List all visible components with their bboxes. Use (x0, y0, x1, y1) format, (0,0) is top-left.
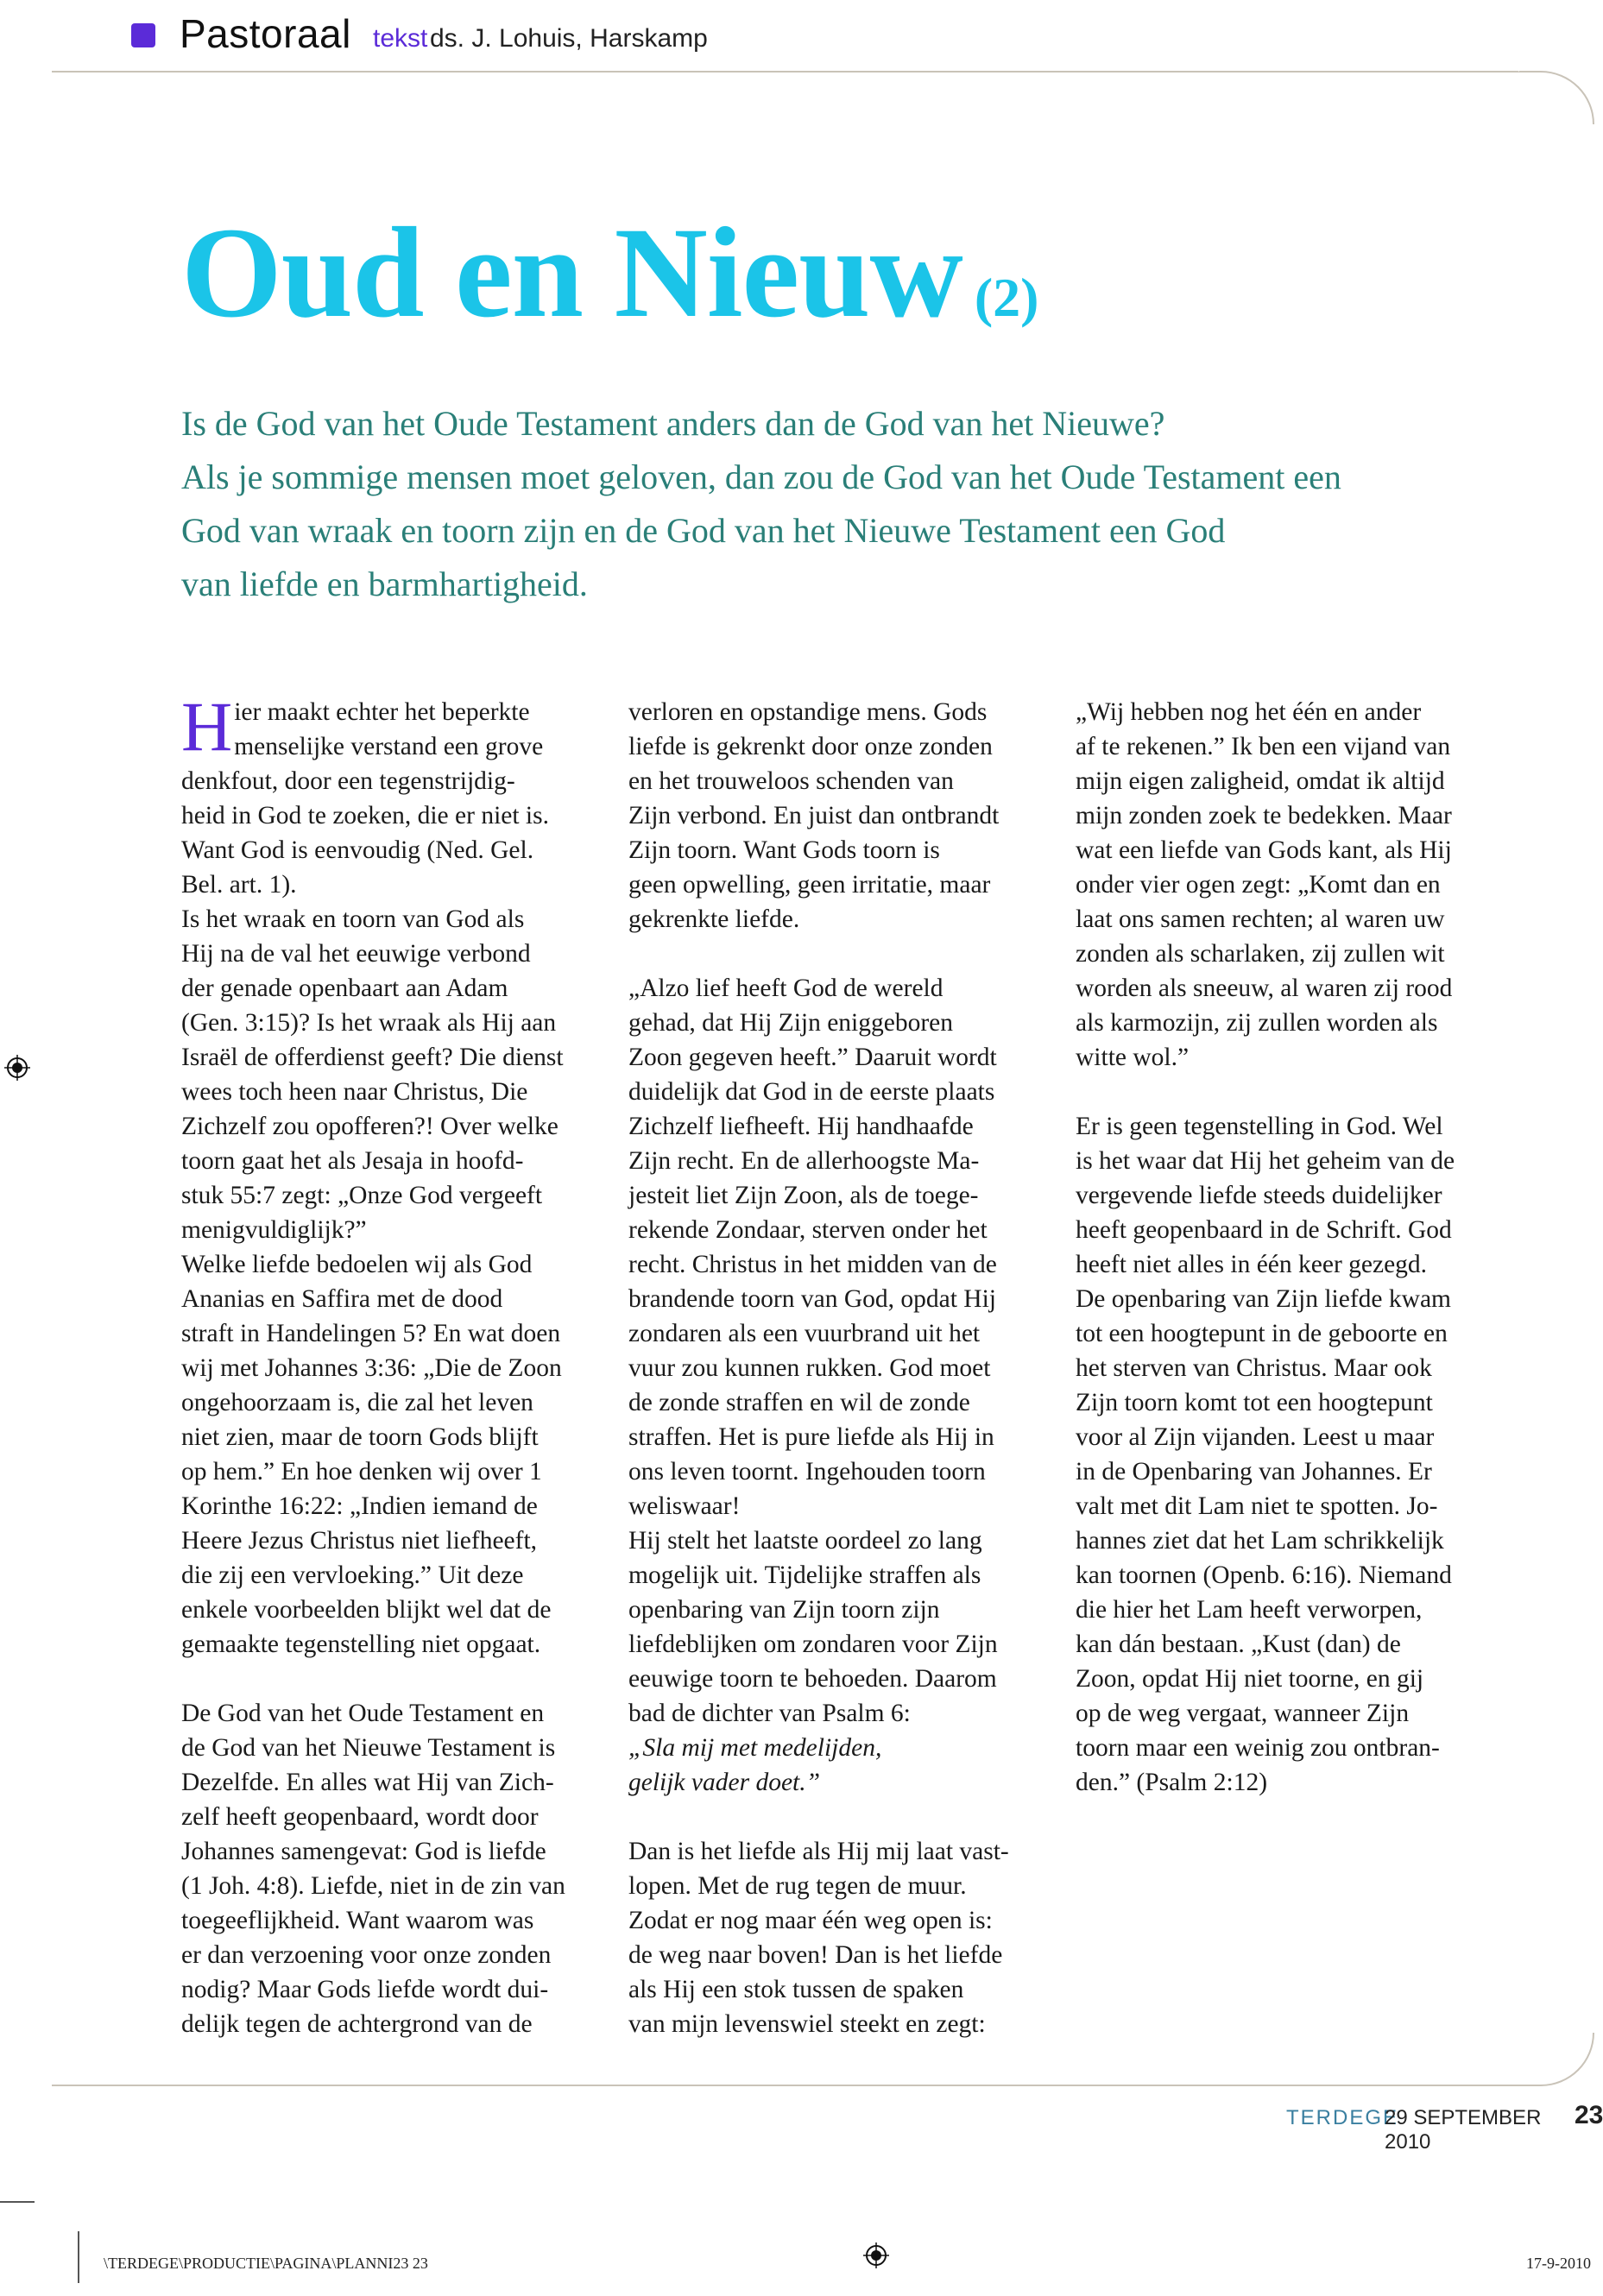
text-line: Want God is eenvoudig (Ned. Gel. (181, 836, 534, 864)
author-credit: ds. J. Lohuis, Harskamp (430, 24, 708, 53)
paragraph-gap (628, 1800, 1064, 1834)
text-line: enkele voorbeelden blijkt wel dat de (181, 1596, 552, 1624)
text-line: delijk tegen de achtergrond van de (181, 2010, 533, 2038)
text-line: gelijk vader doet.” (628, 1769, 821, 1796)
crop-mark (78, 2231, 79, 2283)
text-line: kan toornen (Openb. 6:16). Niemand (1076, 1561, 1452, 1589)
text-line: wees toch heen naar Christus, Die (181, 1078, 528, 1106)
text-line: Zijn verbond. En juist dan ontbrandt (628, 802, 1000, 829)
text-line: Zijn toorn. Want Gods toorn is (628, 836, 940, 864)
text-line: laat ons samen rechten; al waren uw (1076, 905, 1445, 933)
text-line: der genade openbaart aan Adam (181, 975, 508, 1002)
text-line: den.” (Psalm 2:12) (1076, 1769, 1268, 1796)
text-line: zondaren als een vuurbrand uit het (628, 1320, 981, 1347)
text-line: Dezelfde. En alles wat Hij van Zich- (181, 1769, 554, 1796)
text-line: als karmozijn, zij zullen worden als (1076, 1009, 1438, 1037)
text-line: Hij stelt het laatste oordeel zo lang (628, 1527, 982, 1555)
text-line: lopen. Met de rug tegen de muur. (628, 1872, 967, 1900)
text-line: Bel. art. 1). (181, 871, 297, 899)
top-divider (52, 71, 1519, 73)
text-line: Zijn toorn komt tot een hoogtepunt (1076, 1389, 1433, 1416)
text-line: Hij na de val het eeuwige verbond (181, 940, 531, 968)
top-divider-curve (1519, 71, 1594, 124)
text-line: Heere Jezus Christus niet liefheeft, (181, 1527, 538, 1555)
text-line: die hier het Lam heeft verworpen, (1076, 1596, 1423, 1624)
article-title-part: (2) (974, 267, 1039, 328)
text-line: bad de dichter van Psalm 6: (628, 1700, 911, 1727)
text-line: die zij een vervloeking.” Uit deze (181, 1561, 524, 1589)
text-line: menselijke verstand een grove (234, 733, 544, 760)
text-line: recht. Christus in het midden van de (628, 1251, 997, 1278)
text-line: zonden als scharlaken, zij zullen wit (1076, 940, 1445, 968)
text-line: denkfout, door een tegenstrijdig- (181, 767, 515, 795)
article-title-main: Oud en Nieuw (181, 201, 962, 344)
text-line: nodig? Maar Gods liefde wordt dui- (181, 1976, 549, 2003)
text-line: het sterven van Christus. Maar ook (1076, 1354, 1432, 1382)
text-line: Welke liefde bedoelen wij als God (181, 1251, 533, 1278)
text-line: af te rekenen.” Ik ben een vijand van (1076, 733, 1451, 760)
text-line: (Gen. 3:15)? Is het wraak als Hij aan (181, 1009, 557, 1037)
text-line: wat een liefde van Gods kant, als Hij (1076, 836, 1452, 864)
registration-mark-icon (4, 1055, 30, 1081)
text-line: Johannes samengevat: God is liefde (181, 1838, 546, 1865)
text-line: (1 Joh. 4:8). Liefde, niet in de zin van (181, 1872, 565, 1900)
text-line: brandende toorn van God, opdat Hij (628, 1285, 997, 1313)
text-line: niet zien, maar de toorn Gods blijft (181, 1423, 539, 1451)
text-line: voor al Zijn vijanden. Leest u maar (1076, 1423, 1435, 1451)
text-line: De openbaring van Zijn liefde kwam (1076, 1285, 1451, 1313)
registration-mark-icon (863, 2242, 889, 2268)
intro-line: Is de God van het Oude Testament anders dan de God van het Nieuwe? (181, 404, 1165, 443)
intro-line: Als je sommige mensen moet geloven, dan zou de God van het Oude Testament een (181, 457, 1341, 496)
page-number: 23 (1575, 2101, 1603, 2129)
text-line: op hem.” En hoe denken wij over 1 (181, 1458, 542, 1485)
text-line: in de Openbaring van Johannes. Er (1076, 1458, 1432, 1485)
text-line: heid in God te zoeken, die er niet is. (181, 802, 549, 829)
text-line: is het waar dat Hij het geheim van de (1076, 1147, 1455, 1175)
body-column-3 (1076, 695, 1511, 1800)
text-line: „Wij hebben nog het één en ander (1076, 698, 1422, 726)
text-line: vergevende liefde steeds duidelijker (1076, 1182, 1442, 1209)
text-line: openbaring van Zijn toorn zijn (628, 1596, 940, 1624)
body-column-2 (628, 695, 1064, 2041)
text-line: mijn zonden zoek te bedekken. Maar (1076, 802, 1452, 829)
body-column-1 (181, 687, 617, 2041)
text-line: Zijn recht. En de allerhoogste Ma- (628, 1147, 980, 1175)
text-line: gehad, dat Hij Zijn eniggeboren (628, 1009, 954, 1037)
text-line: ongehoorzaam is, die zal het leven (181, 1389, 533, 1416)
text-line: en het trouweloos schenden van (628, 767, 954, 795)
text-line: hannes ziet dat het Lam schrikkelijk (1076, 1527, 1444, 1555)
text-line: op de weg vergaat, wanneer Zijn (1076, 1700, 1410, 1727)
text-line: zelf heeft geopenbaard, wordt door (181, 1803, 539, 1831)
text-line: Zoon, opdat Hij niet toorne, en gij (1076, 1665, 1424, 1693)
text-line: als Hij een stok tussen de spaken (628, 1976, 964, 2003)
text-line: Zichzelf zou opofferen?! Over welke (181, 1113, 559, 1140)
drop-cap: H (181, 687, 233, 766)
text-line: ier maakt echter het beperkte (234, 698, 530, 726)
text-line: Dan is het liefde als Hij mij laat vast- (628, 1838, 1009, 1865)
text-line: worden als sneeuw, al waren zij rood (1076, 975, 1453, 1002)
text-line: stuk 55:7 zegt: „Onze God vergeeft (181, 1182, 543, 1209)
text-line: mogelijk uit. Tijdelijke straffen als (628, 1561, 981, 1589)
text-line: weliswaar! (628, 1492, 741, 1520)
text-line: toorn maar een weinig zou ontbran- (1076, 1734, 1440, 1762)
text-line: duidelijk dat God in de eerste plaats (628, 1078, 995, 1106)
text-line: jesteit liet Zijn Zoon, als de toege- (628, 1182, 979, 1209)
section-marker-square (131, 23, 155, 47)
slug-path: \TERDEGE\PRODUCTIE\PAGINA\PLANNI23 23 (104, 2255, 428, 2272)
tekst-label: tekst (373, 24, 428, 53)
text-line: rekende Zondaar, sterven onder het (628, 1216, 988, 1244)
crop-mark (0, 2201, 35, 2203)
text-line: de weg naar boven! Dan is het liefde (628, 1941, 1003, 1969)
text-line: menigvuldiglijk?” (181, 1216, 367, 1244)
bottom-divider-curve (1519, 2033, 1594, 2086)
text-line: „Sla mij met medelijden, (628, 1734, 882, 1762)
paragraph-gap (181, 1662, 617, 1696)
text-line: mijn eigen zaligheid, omdat ik altijd (1076, 767, 1445, 795)
footer-date: 29 SEPTEMBER 2010 (1385, 2106, 1542, 2154)
text-line: er dan verzoening voor onze zonden (181, 1941, 552, 1969)
text-line: geen opwelling, geen irritatie, maar (628, 871, 991, 899)
paragraph-gap (628, 937, 1064, 971)
text-line: liefde is gekrenkt door onze zonden (628, 733, 993, 760)
intro-line: van liefde en barmhartigheid. (181, 565, 588, 603)
text-line: toorn gaat het als Jesaja in hoofd- (181, 1147, 524, 1175)
text-line: gemaakte tegenstelling niet opgaat. (181, 1631, 541, 1658)
article-intro (181, 397, 1528, 611)
article-title (181, 199, 1038, 347)
text-line: De God van het Oude Testament en (181, 1700, 545, 1727)
text-line: heeft geopenbaard in de Schrift. God (1076, 1216, 1452, 1244)
text-line: Zoon gegeven heeft.” Daaruit wordt (628, 1044, 997, 1071)
bottom-divider (52, 2085, 1537, 2086)
text-line: eeuwige toorn te behoeden. Daarom (628, 1665, 997, 1693)
text-line: de God van het Nieuwe Testament is (181, 1734, 556, 1762)
text-line: onder vier ogen zegt: „Komt dan en (1076, 871, 1441, 899)
text-line: Israël de offerdienst geeft? Die dienst (181, 1044, 564, 1071)
text-line: liefdeblijken om zondaren voor Zijn (628, 1631, 998, 1658)
text-line: Zodat er nog maar één weg open is: (628, 1907, 993, 1934)
text-line: kan dán bestaan. „Kust (dan) de (1076, 1631, 1401, 1658)
text-line: de zonde straffen en wil de zonde (628, 1389, 970, 1416)
text-line: witte wol.” (1076, 1044, 1190, 1071)
text-line: gekrenkte liefde. (628, 905, 800, 933)
footer-publication: TERDEGE (1286, 2106, 1399, 2129)
text-line: ons leven toornt. Ingehouden toorn (628, 1458, 986, 1485)
text-line: valt met dit Lam niet te spotten. Jo- (1076, 1492, 1438, 1520)
slug-date: 17-9-2010 (1526, 2255, 1591, 2272)
text-line: Ananias en Saffira met de dood (181, 1285, 503, 1313)
text-line: Is het wraak en toorn van God als (181, 905, 525, 933)
intro-line: God van wraak en toorn zijn en de God van het Nieuwe Testament een God (181, 511, 1226, 550)
paragraph-gap (1076, 1075, 1511, 1109)
text-line: Zichzelf liefheeft. Hij handhaafde (628, 1113, 974, 1140)
text-line: heeft niet alles in één keer gezegd. (1076, 1251, 1428, 1278)
text-line: tot een hoogtepunt in de geboorte en (1076, 1320, 1448, 1347)
text-line: toegeeflijkheid. Want waarom was (181, 1907, 534, 1934)
section-label: Pastoraal (180, 11, 351, 56)
text-line: straffen. Het is pure liefde als Hij in (628, 1423, 994, 1451)
text-line: Er is geen tegenstelling in God. Wel (1076, 1113, 1443, 1140)
text-line: vuur zou kunnen rukken. God moet (628, 1354, 991, 1382)
text-line: „Alzo lief heeft God de wereld (628, 975, 943, 1002)
text-line: straft in Handelingen 5? En wat doen (181, 1320, 561, 1347)
text-line: wij met Johannes 3:36: „Die de Zoon (181, 1354, 562, 1382)
text-line: Korinthe 16:22: „Indien iemand de (181, 1492, 538, 1520)
text-line: van mijn levenswiel steekt en zegt: (628, 2010, 986, 2038)
text-line: verloren en opstandige mens. Gods (628, 698, 988, 726)
